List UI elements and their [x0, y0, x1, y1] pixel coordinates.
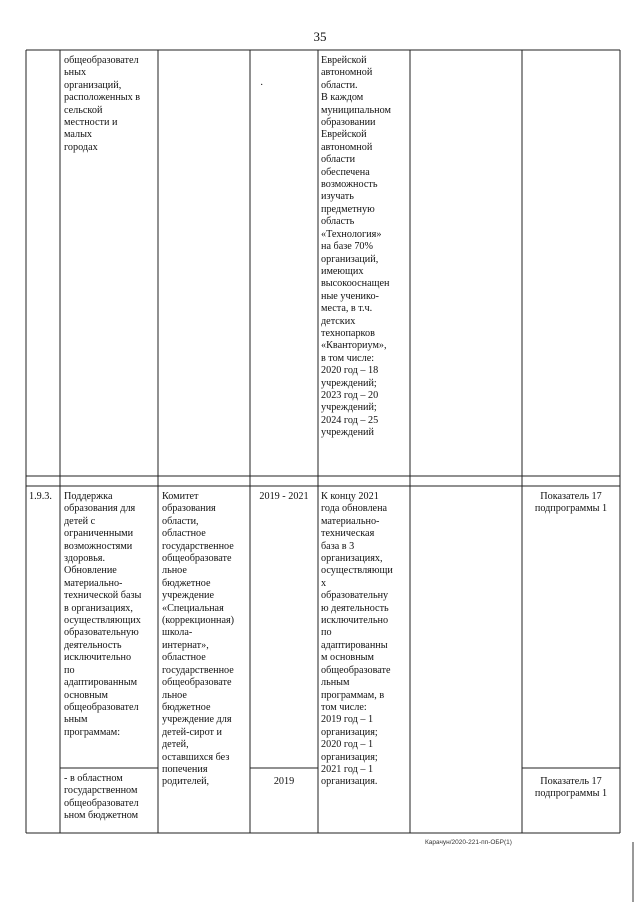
- row-result-cell: К концу 2021 года обновлена материально- техническая база в 3 организациях, осуществляющи х образовательну ю деятельность исключительно по адаптированны м основным общеобразовате льным программам, в том числе: 2019 год – 1 организация; 2020 год – 1 организация; 2021 год – 1 организация.: [321, 491, 393, 788]
- scan-edge-mark: [632, 842, 634, 902]
- document-footer-code: Карачун/2020-221-пп-ОБР(1): [425, 839, 512, 846]
- sub-row-indicator-cell: Показатель 17 подпрограммы 1: [534, 776, 608, 800]
- row-name-cell: Поддержка образования для детей с ограниченными возможностями здоровья. Обновление материально- технической базы в организациях, осуществляющих образовательную деятельность исключительно по адаптированным основным общеобразовател ьным программам:: [64, 491, 142, 738]
- prev-row-name-cell: общеобразовател ьных организаций, расположенных в сельской местности и малых городах: [64, 55, 141, 153]
- row-number: 1.9.3.: [29, 491, 52, 502]
- page-number: 35: [313, 29, 327, 44]
- prev-row-result-cell: Еврейской автономной области. В каждом муниципальном образовании Еврейской автономной области обеспечена возможность изучать предметную область «Технология» на базе 70% организаций, имеющих высокооснащен ные ученико- места, в т.ч. детских технопарков «Кванториум», в том числе: 2020 год – 18 учреждений; 2023 год – 20 учреждений; 2024 год – 25 учреждений: [321, 55, 391, 439]
- row-executor-cell: Комитет образования области, областное государственное общеобразовате льное бюджетное учреждение «Специальная (коррекционная) школа- интернат», областное государственное общеобразовате льное бюджетное учреждение для детей-сирот и детей, оставшихся без попечения родителей,: [162, 491, 235, 788]
- row-indicator-cell: Показатель 17 подпрограммы 1: [534, 491, 608, 515]
- sub-row-name-cell: - в областном государственном общеобразовател ьном бюджетном: [64, 773, 139, 822]
- sub-row-period-cell: 2019: [273, 776, 295, 787]
- prev-row-mark: ·: [260, 80, 264, 91]
- row-period-cell: 2019 - 2021: [259, 491, 309, 502]
